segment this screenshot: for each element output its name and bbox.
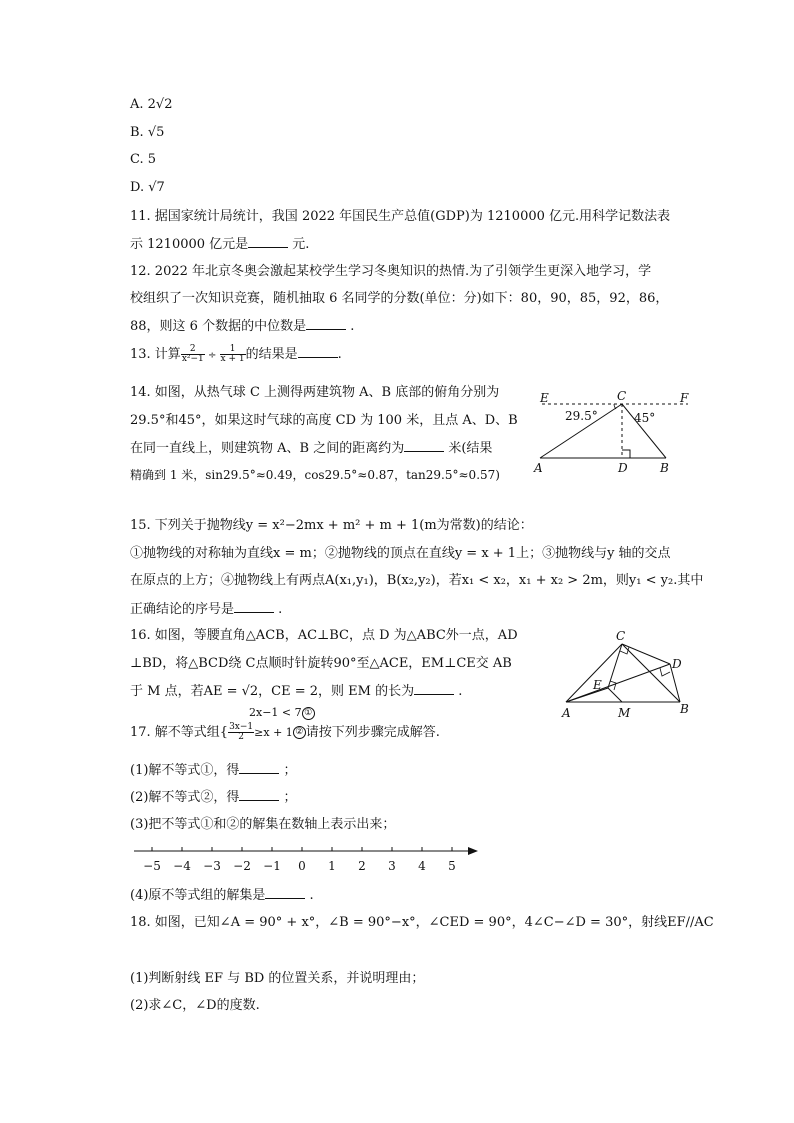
number-line-tick-label: 1 xyxy=(328,859,336,873)
answer-blank xyxy=(239,788,279,801)
q16-label-c: C xyxy=(616,630,626,643)
q14-line3 xyxy=(130,439,492,458)
option-b: B. √5 xyxy=(130,125,165,140)
q14-label-f: F xyxy=(680,391,689,405)
q16-label-e: E xyxy=(593,678,602,692)
q17-step1 xyxy=(130,761,297,780)
q13-end: . xyxy=(337,347,342,362)
answer-blank xyxy=(234,600,274,613)
q16-line3-text: 于 M 点，若AE = √2，CE = 2，则 EM 的长为 xyxy=(130,684,415,699)
q17-step4-end: . xyxy=(305,888,314,903)
q13-suffix: 的结果是 xyxy=(245,347,298,362)
q17-frac-den: 2 xyxy=(238,732,244,742)
q15-line3: 在原点的上方；④抛物线上有两点A(x₁,y₁)，B(x₂,y₂)，若x₁ < x₂，x₁ + x₂ > 2m，则y₁ < y₂.其中 xyxy=(130,573,704,588)
q12-line3-end: . xyxy=(346,319,355,334)
q11-line1: 11. 据国家统计局统计，我国 2022 年国民生产总值(GDP)为 1210000 亿元.用科学记数法表 xyxy=(130,209,671,224)
number-line-tick-label: −1 xyxy=(263,859,281,873)
q14-line4: 精确到 1 米，sin29.5°≈0.49，cos29.5°≈0.87，tan29.5°≈0.57) xyxy=(130,468,500,482)
q16-line1: 16. 如图，等腰直角△ACB，AC⊥BC，点 D 为△ABC外一点，AD xyxy=(130,628,518,643)
answer-blank xyxy=(414,682,454,695)
q14-label-a: A xyxy=(534,461,543,475)
q17-step3: (3)把不等式①和②的解集在数轴上表示出来； xyxy=(130,817,396,832)
q15-line4-end: . xyxy=(274,602,283,617)
q14-angle-2: 45° xyxy=(634,411,656,425)
q18-line1: 18. 如图，已知∠A = 90° + x°，∠B = 90°−x°，∠CED = 90°，4∠C−∠D = 30°，射线EF//AC xyxy=(130,915,714,930)
q17-step2-end: ； xyxy=(279,790,297,805)
number-line-tick-label: 3 xyxy=(388,859,396,873)
q17-circ1: ① xyxy=(302,707,315,720)
q16-label-b: B xyxy=(680,702,689,716)
q17-frac-num: 3x−1 xyxy=(229,722,254,732)
answer-blank xyxy=(404,439,444,452)
answer-blank xyxy=(239,761,279,774)
q17-step2 xyxy=(130,788,297,807)
q14-line2: 29.5°和45°，如果这时气球的高度 CD 为 100 米，且点 A、D、B xyxy=(130,413,518,428)
q17-step1-end: ； xyxy=(279,763,297,778)
q14-label-b: B xyxy=(660,461,669,475)
number-line-tick-label: −3 xyxy=(203,859,221,873)
q17-step4-text: (4)原不等式组的解集是 xyxy=(130,888,266,903)
q12-line3-text: 88，则这 6 个数据的中位数是 xyxy=(130,319,307,334)
q14-line3-text: 在同一直线上，则建筑物 A、B 之间的距离约为 xyxy=(130,441,405,456)
q14-line1: 14. 如图，从热气球 C 上测得两建筑物 A、B 底部的俯角分别为 xyxy=(130,385,500,400)
q15-line1: 15. 下列关于抛物线y = x²−2mx + m² + m + 1(m为常数)的结论： xyxy=(130,518,533,533)
q11-line2-end: 元. xyxy=(288,237,310,252)
q17-step2-text: (2)解不等式②，得 xyxy=(130,790,240,805)
q17-suffix: 请按下列步骤完成解答. xyxy=(305,725,440,740)
q14-label-e: E xyxy=(540,391,549,405)
q13-operator: ÷ xyxy=(204,350,220,361)
q16-label-d: D xyxy=(672,657,682,671)
q18-part2: (2)求∠C，∠D的度数. xyxy=(130,998,260,1013)
q12-line1: 12. 2022 年北京冬奥会激起某校学生学习冬奥知识的热情.为了引领学生更深入地学习，学 xyxy=(130,264,652,279)
q13-prefix: 13. 计算 xyxy=(130,347,181,362)
q12-line3 xyxy=(130,317,354,336)
q17-circ2: ② xyxy=(293,726,306,739)
q11-line2-text: 示 1210000 亿元是 xyxy=(130,237,249,252)
q16-line3-end: . xyxy=(454,684,463,699)
q16-line3 xyxy=(130,682,462,701)
answer-blank xyxy=(265,886,305,899)
q16-figure xyxy=(556,630,701,722)
q13-frac2-num: 1 xyxy=(220,345,246,355)
q15-line4-text: 正确结论的序号是 xyxy=(130,602,235,617)
q16-label-m: M xyxy=(618,706,631,720)
q13-frac2-den: x + 1 xyxy=(220,354,245,364)
q14-figure xyxy=(530,388,700,478)
q14-line3-end: 米(结果 xyxy=(444,441,493,456)
answer-blank xyxy=(306,317,346,330)
number-line-tick-label: 0 xyxy=(298,859,306,873)
q17-step1-text: (1)解不等式①，得 xyxy=(130,763,240,778)
q17-ineq1 xyxy=(249,706,315,720)
q14-label-d: D xyxy=(618,461,628,475)
number-line xyxy=(128,840,484,880)
q17-step4 xyxy=(130,886,314,905)
q13-fraction-1 xyxy=(181,345,205,364)
number-line-tick-label: −5 xyxy=(143,859,161,873)
number-line-tick-label: −4 xyxy=(173,859,191,873)
q14-angle-1: 29.5° xyxy=(565,409,598,423)
q14-label-c: C xyxy=(617,389,627,403)
q13-frac1-den: x²−1 xyxy=(181,354,204,364)
q15-line4 xyxy=(130,600,282,619)
answer-blank xyxy=(248,235,288,248)
q16-label-a: A xyxy=(562,706,571,720)
q18-part1: (1)判断射线 EF 与 BD 的位置关系，并说明理由； xyxy=(130,971,425,986)
answer-blank xyxy=(298,345,338,358)
number-line-tick-label: 4 xyxy=(418,859,426,873)
q11-line2 xyxy=(130,235,309,254)
q13-frac1-num: 2 xyxy=(181,345,205,355)
option-a: A. 2√2 xyxy=(130,97,173,112)
q12-line2: 校组织了一次知识竞赛，随机抽取 6 名同学的分数(单位：分)如下：80，90，85，92，86， xyxy=(130,291,669,306)
number-line-tick-label: −2 xyxy=(233,859,251,873)
option-d: D. √7 xyxy=(130,180,165,195)
q17-line xyxy=(130,722,440,744)
q13-fraction-2 xyxy=(220,345,246,364)
option-c: C. 5 xyxy=(130,152,157,167)
q17-fraction xyxy=(228,723,254,742)
number-line-tick-label: 5 xyxy=(448,859,456,873)
q17-prefix: 17. 解不等式组{ xyxy=(130,725,229,740)
number-line-tick-label: 2 xyxy=(358,859,366,873)
q15-line2: ①抛物线的对称轴为直线x = m；②抛物线的顶点在直线y = x + 1上；③抛物线与y 轴的交点 xyxy=(130,546,671,561)
q17-ineq2-rest: ≥x + 1 xyxy=(254,726,293,739)
q16-line2: ⊥BD，将△BCD绕 C点顺时针旋转90°至△ACE，EM⊥CE交 AB xyxy=(130,656,512,671)
q17-ineq1-text: 2x−1 < 7 xyxy=(249,706,302,719)
q13-line xyxy=(130,344,342,367)
